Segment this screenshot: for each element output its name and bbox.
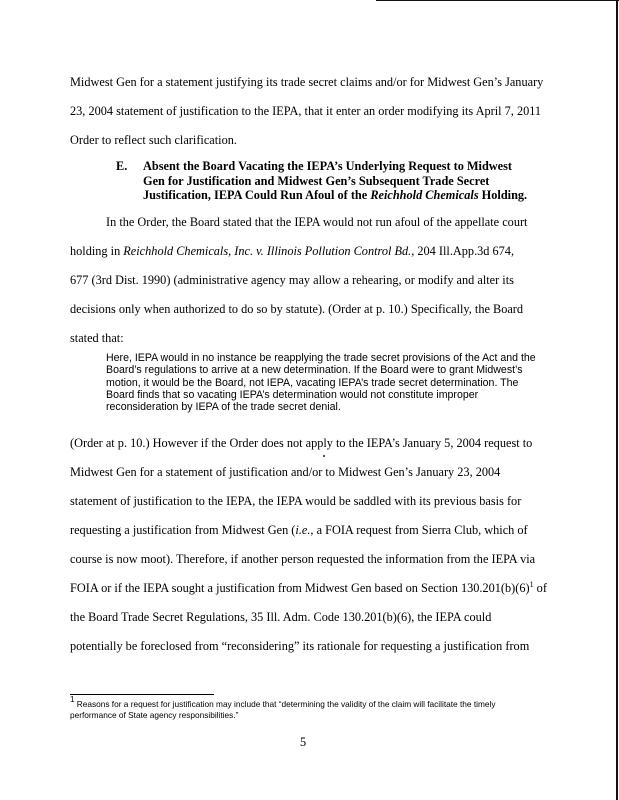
page-frame-right-border	[616, 0, 618, 800]
ie-abbrev: i.e.,	[295, 523, 314, 537]
section-heading-letter: E.	[116, 159, 128, 173]
after-quote-line-4-text: requesting a justification from Midwest Gen (	[70, 523, 296, 537]
footnote-text: Reasons for a request for justification may include that “determining the validity of the claim will facilitate the timely performance of State agency responsibilities.”	[70, 699, 496, 720]
after-quote-line-8: potentially be foreclosed from “reconsidering” its rationale for requesting a justification from	[70, 639, 530, 653]
intro-line-3: Order to reflect such clarification.	[70, 133, 237, 147]
after-quote-line-2: Midwest Gen for a statement of justification and/or to Midwest Gen’s January 23, 2004	[70, 465, 501, 479]
section-heading	[143, 159, 533, 203]
after-quote-line-5: course is now moot). Therefore, if another person requested the information from the IEPA via	[70, 552, 536, 566]
after-quote-line-6	[70, 581, 547, 596]
body-line-2-text: holding in	[70, 244, 124, 258]
stray-mark	[323, 455, 325, 457]
footnote-marker: 1	[70, 695, 75, 704]
case-citation: Reichhold Chemicals, Inc. v. Illinois Pollution Control Bd.	[123, 244, 412, 258]
after-quote-line-6-text: FOIA or if the IEPA sought a justification from Midwest Gen based on Section 130.201(b)(6)	[70, 581, 530, 595]
after-quote-line-1: (Order at p. 10.) However if the Order does not apply to the IEPA’s January 5, 2004 request to	[70, 436, 533, 450]
section-heading-text-end: Holding.	[478, 188, 528, 203]
body-line-1: In the Order, the Board stated that the IEPA would not run afoul of the appellate court	[106, 215, 528, 229]
page-frame-top-border	[376, 0, 619, 1]
after-quote-line-4	[70, 523, 528, 538]
after-quote-line-3: statement of justification to the IEPA, the IEPA would be saddled with its previous basis for	[70, 494, 522, 508]
body-line-2-cite: , 204 Ill.App.3d 674,	[411, 244, 515, 258]
after-quote-line-6-end: of	[533, 581, 547, 595]
body-line-3: 677 (3rd Dist. 1990) (administrative agency may allow a rehearing, or modify and alter its	[70, 273, 514, 287]
footnote-separator	[70, 694, 214, 695]
block-quote: Here, IEPA would in no instance be reapplying the trade secret provisions of the Act and the Board’s regulations to arrive at a new determination. If the Board were to grant Midwest’s motion, it would be the Board, not IEPA, vacating IEPA’s trade secret determination. The Board finds that so vacating IEPA’s determination would not constitute improper reconsideration by IEPA of the trade secret denial.	[106, 352, 536, 414]
intro-line-2: 23, 2004 statement of justification to the IEPA, that it enter an order modifying its April 7, 2011	[70, 104, 542, 118]
body-line-4: decisions only when authorized to do so by statute). (Order at p. 10.) Specifically, the Board	[70, 302, 524, 316]
after-quote-line-4-end: a FOIA request from Sierra Club, which of	[313, 523, 528, 537]
after-quote-line-7: the Board Trade Secret Regulations, 35 Ill. Adm. Code 130.201(b)(6), the IEPA could	[70, 610, 492, 624]
body-line-5: stated that:	[70, 331, 124, 345]
footnote-reference: 1	[529, 580, 534, 589]
section-heading-case-name: Reichhold Chemicals	[370, 188, 479, 203]
footnote	[70, 695, 530, 720]
section-heading-text: Absent the Board Vacating the IEPA’s Underlying Request to Midwest Gen for Justification and Midwest Gen’s Subsequent Trade Secret Justification, IEPA Could Run Afoul of the	[143, 159, 513, 203]
body-line-2	[70, 244, 514, 259]
intro-line-1: Midwest Gen for a statement justifying its trade secret claims and/or for Midwest Gen’s January	[70, 75, 544, 89]
page-number: 5	[300, 735, 307, 749]
